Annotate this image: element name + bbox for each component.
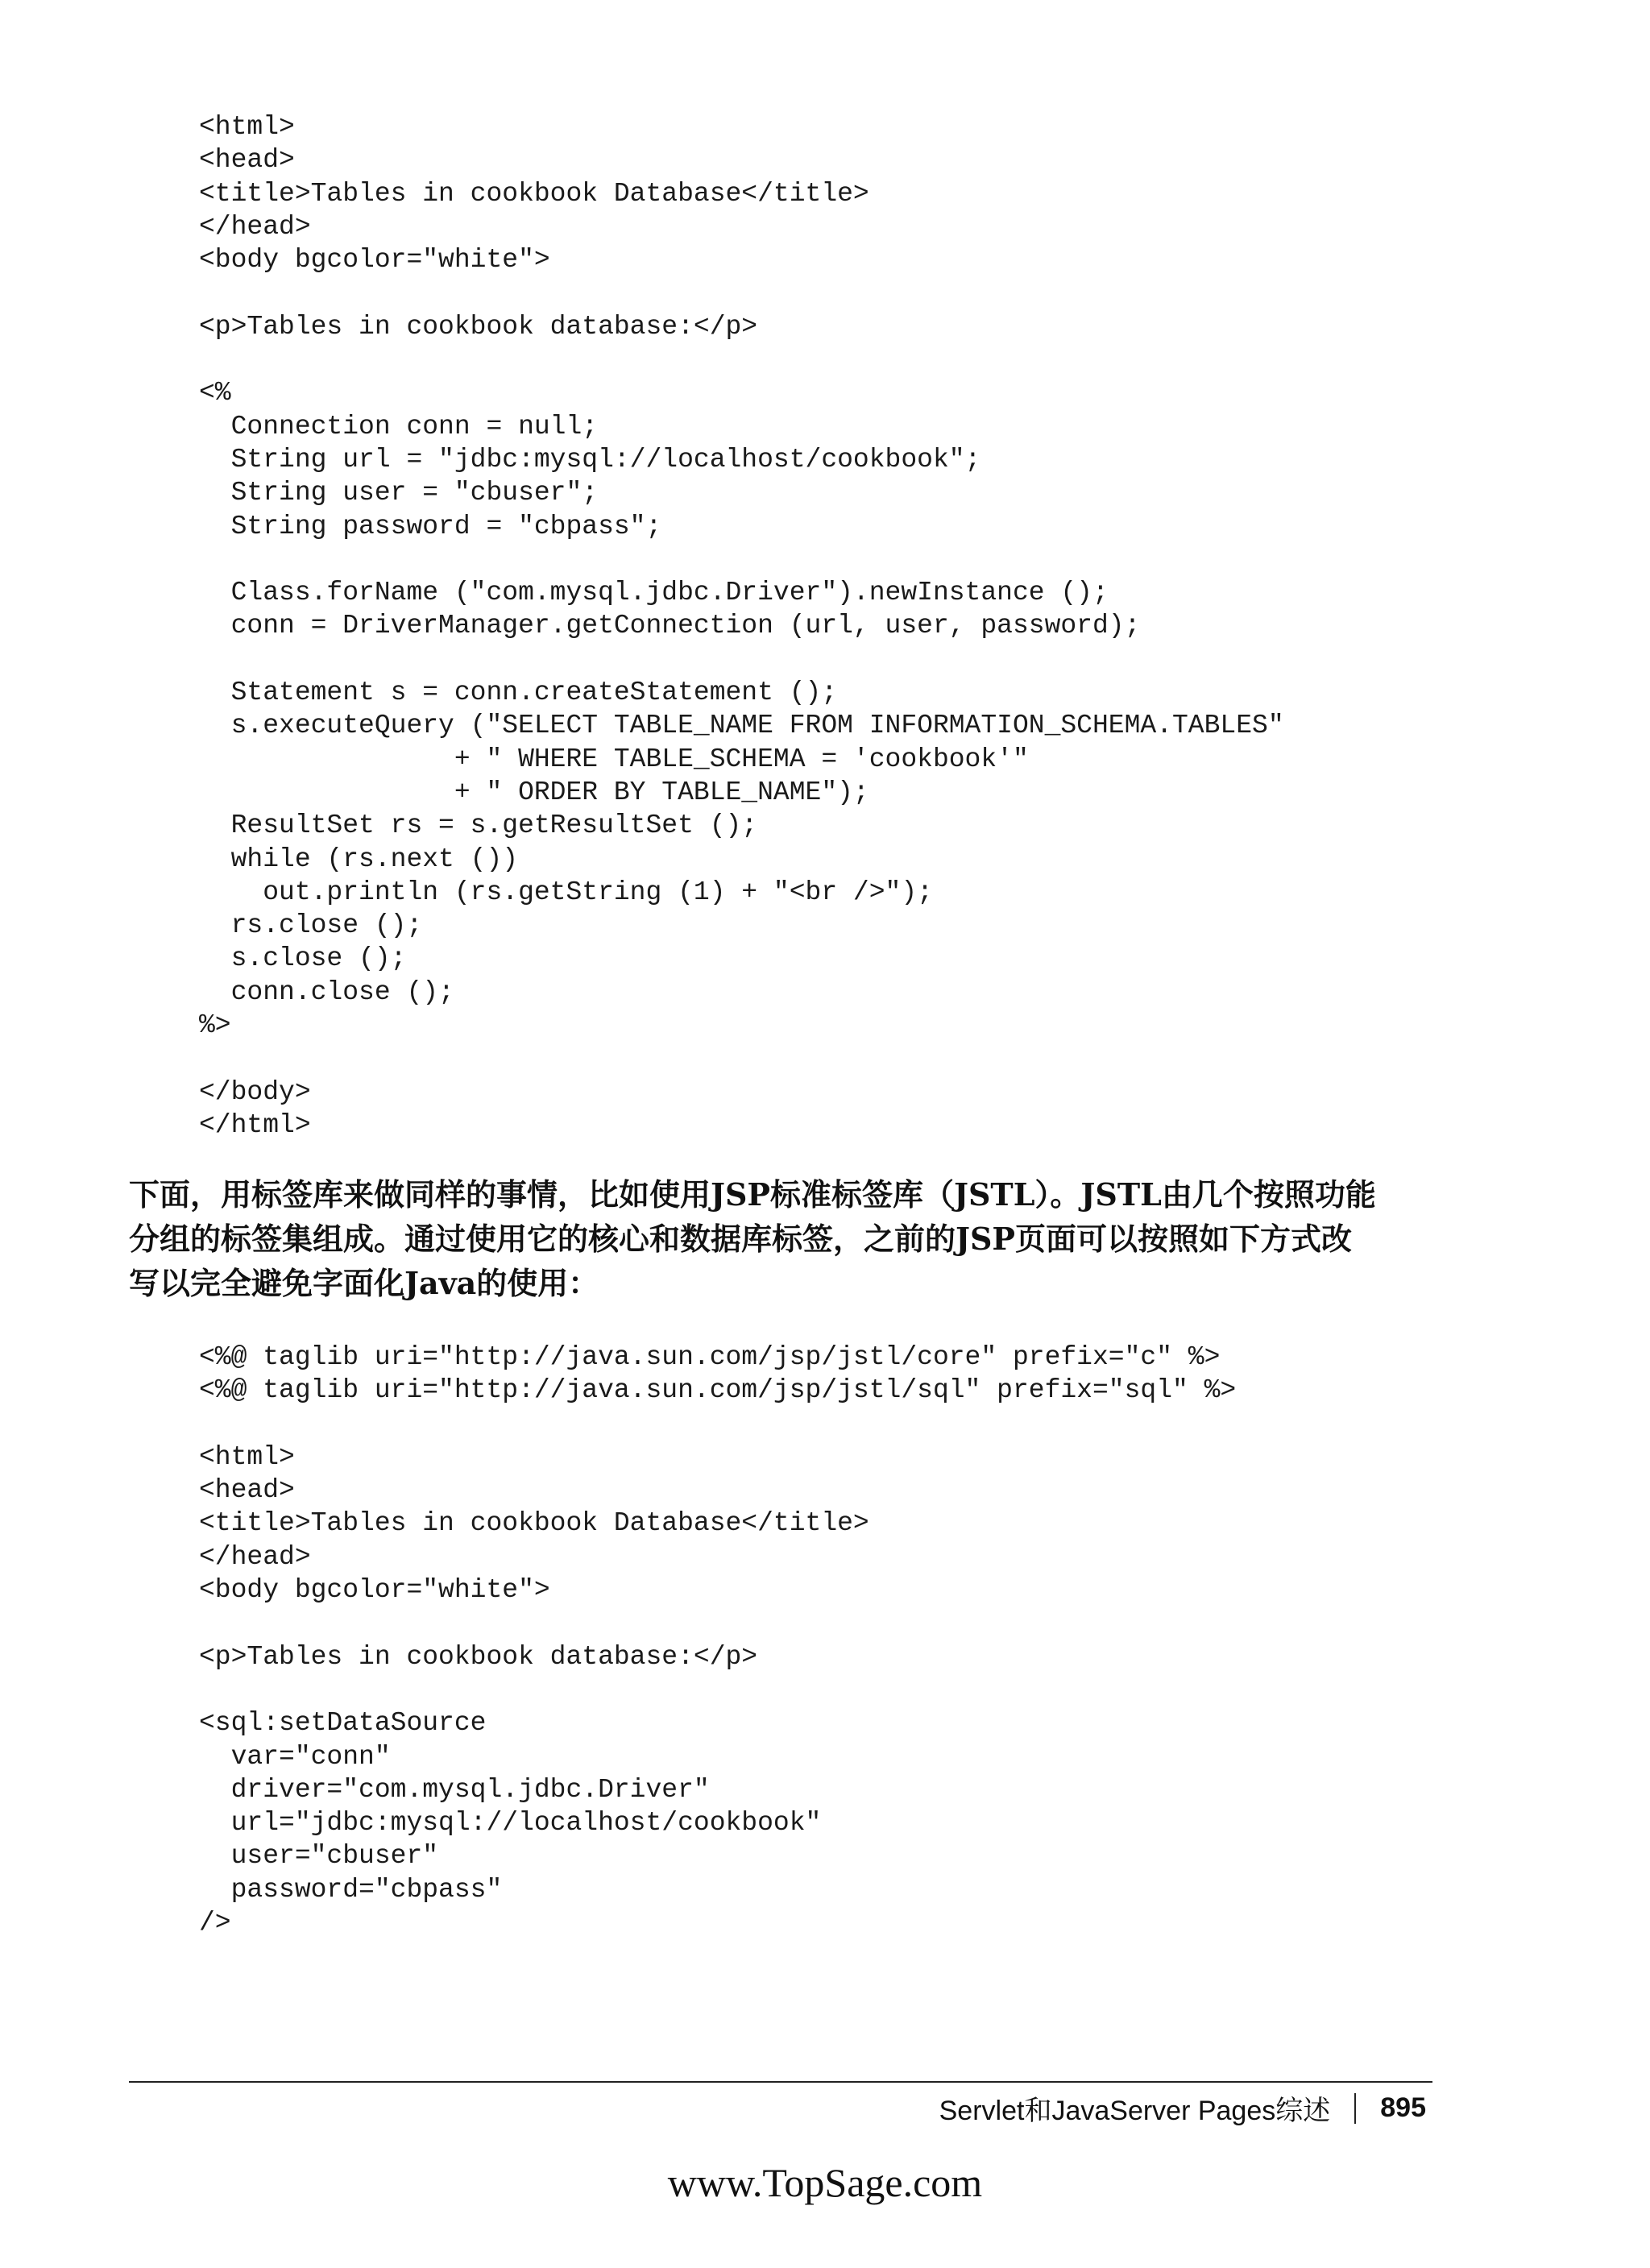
code-line: s.close (); [199,943,407,974]
code-line: <html> [199,112,295,142]
code-line: rs.close (); [199,910,423,941]
code-line: <title>Tables in cookbook Database</title> [199,178,869,209]
code-line: out.println (rs.getString (1) + "<br />"); [199,877,933,907]
code-line: <title>Tables in cookbook Database</title> [199,1508,869,1539]
code-line [199,1042,1284,1075]
code-line: String url = "jdbc:mysql://localhost/cookbook"; [199,444,981,475]
code-line: <p>Tables in cookbook database:</p> [199,311,758,342]
running-footer [939,2088,1426,2128]
code-line: String user = "cbuser"; [199,478,599,508]
code-line: </head> [199,211,311,242]
code-line: <%@ taglib uri="http://java.sun.com/jsp/jstl/core" prefix="c" %> [199,1342,1221,1372]
code-line: <% [199,378,231,408]
code-line: <head> [199,1475,295,1506]
code-line: + " WHERE TABLE_SCHEMA = 'cookbook'" [199,744,1029,774]
code-line: String password = "cbpass"; [199,511,662,541]
code-line [199,1607,1236,1640]
paragraph-line: 写以完全避免字面化Java的使用： [129,1265,599,1301]
code-line: <body bgcolor="white"> [199,245,550,276]
code-listing-jstl [199,1341,1236,1939]
code-line: conn = DriverManager.getConnection (url, user, password); [199,611,1141,641]
code-line: var="conn" [199,1741,391,1772]
page-number: 895 [1380,2092,1426,2123]
code-line [199,543,1284,576]
code-line: ResultSet rs = s.getResultSet (); [199,811,758,841]
code-line: <head> [199,145,295,176]
code-line [199,643,1284,676]
paragraph-line: 下面，用标签库来做同样的事情，比如使用JSP标准标签库（JSTL）。JSTL由几个按照功能 [129,1176,1376,1213]
code-line: conn.close (); [199,976,454,1007]
code-line: while (rs.next ()) [199,844,519,874]
code-line [199,276,1284,309]
code-line: driver="com.mysql.jdbc.Driver" [199,1774,710,1805]
body-paragraph [129,1172,1450,1305]
code-line: </body> [199,1076,311,1107]
code-line: <sql:setDataSource [199,1708,487,1739]
paragraph-line: 分组的标签集组成。通过使用它的核心和数据库标签，之前的JSP页面可以按照如下方式改 [129,1221,1353,1257]
code-line: user="cbuser" [199,1841,439,1872]
code-line: </html> [199,1109,311,1140]
code-line: <p>Tables in cookbook database:</p> [199,1641,758,1672]
code-line: <%@ taglib uri="http://java.sun.com/jsp/jstl/sql" prefix="sql" %> [199,1375,1237,1406]
code-line: Statement s = conn.createStatement (); [199,678,838,708]
code-line: </head> [199,1541,311,1572]
code-line: Connection conn = null; [199,411,599,442]
code-line [199,343,1284,376]
code-line: url="jdbc:mysql://localhost/cookbook" [199,1808,822,1839]
footer-rule [129,2081,1432,2083]
code-listing-jsp-scriptlet [199,110,1284,1142]
watermark-url: www.TopSage.com [667,2160,983,2205]
code-line [199,1408,1236,1441]
code-line: Class.forName ("com.mysql.jdbc.Driver").newInstance (); [199,578,1109,608]
code-line [199,1673,1236,1706]
code-line: + " ORDER BY TABLE_NAME"); [199,777,869,807]
footer-separator [1354,2093,1356,2124]
code-line: password="cbpass" [199,1874,503,1905]
code-line: %> [199,1010,231,1041]
code-line: <body bgcolor="white"> [199,1575,550,1606]
code-line: s.executeQuery ("SELECT TABLE_NAME FROM INFORMATION_SCHEMA.TABLES" [199,711,1284,741]
code-line: <html> [199,1441,295,1472]
footer-section-title: Servlet和JavaServer Pages综述 [939,2096,1331,2126]
code-line: /> [199,1908,231,1938]
